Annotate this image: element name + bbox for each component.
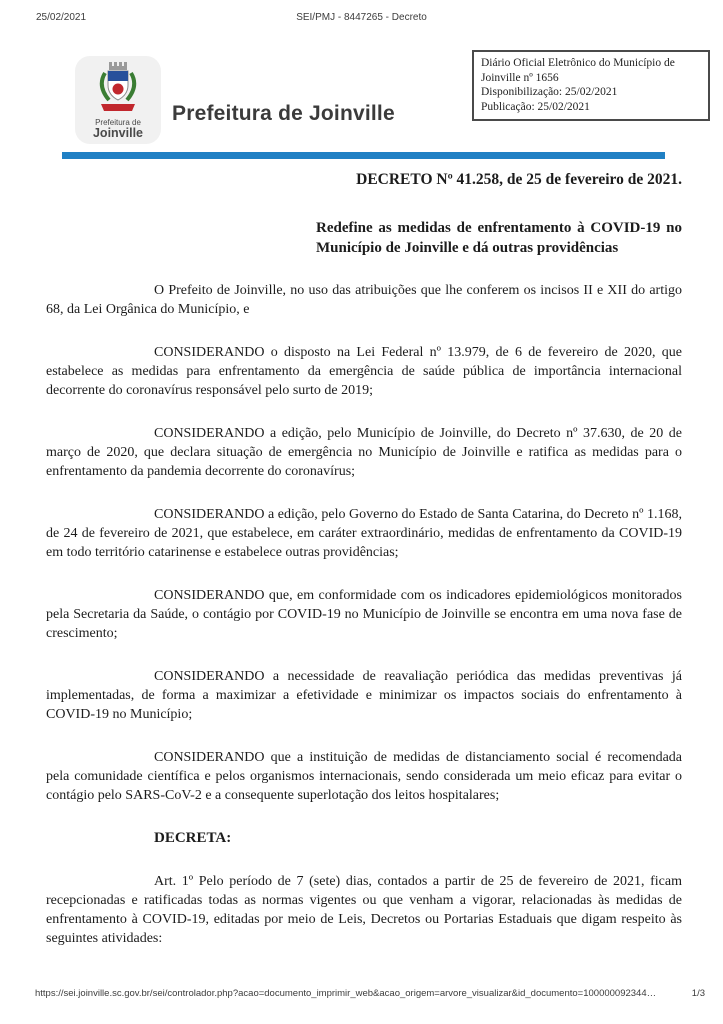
print-date: 25/02/2021	[36, 12, 87, 23]
decreta-heading: DECRETA:	[154, 830, 232, 846]
logo-caption	[93, 119, 143, 140]
decree-paragraph: CONSIDERANDO o disposto na Lei Federal nº 13.979, de 6 de fevereiro de 2020, que estabelece as medidas para enfrentamento da emergência de saúde pública de importância internacional decorrente do coronavírus responsável pelo surto de 2019;	[46, 345, 682, 398]
decree-summary: Redefine as medidas de enfrentamento à COVID-19 no Município de Joinville e dá outras providências	[316, 220, 682, 256]
gazette-publication-date: Publicação: 25/02/2021	[481, 100, 590, 113]
decree-title: DECRETO Nº 41.258, de 25 de fevereiro de 2021.	[356, 171, 682, 188]
gazette-edition: Diário Oficial Eletrônico do Município de Joinville nº 1656	[481, 57, 675, 84]
logo-caption-line1: Prefeitura de	[95, 118, 141, 127]
decree-paragraph: O Prefeito de Joinville, no uso das atribuições que lhe conferem os incisos II e XII do artigo 68, da Lei Orgânica do Município, e	[46, 283, 682, 317]
decree-paragraph: CONSIDERANDO a edição, pelo Governo do Estado de Santa Catarina, do Decreto nº 1.168, de 24 de fevereiro de 2021, que estabelece, em caráter extraordinário, medidas de enfrentamento da COVID-19 em todo território catarinense e estabelece outras providências;	[46, 507, 682, 560]
print-url: https://sei.joinville.sc.gov.br/sei/controlador.php?acao=documento_imprimir_web&acao_origem=arvore_visualizar&id_documento=100000092344…	[35, 988, 657, 999]
decree-paragraph: CONSIDERANDO a edição, pelo Município de Joinville, do Decreto nº 37.630, de 20 de março de 2020, que declara situação de emergência no Município de Joinville e ratifica as medidas para o enfrentamento da pandemia decorrente do coronavírus;	[46, 426, 682, 479]
decree-paragraph: CONSIDERANDO a necessidade de reavaliação periódica das medidas preventivas já implementadas, de forma a maximizar a efetividade e minimizar os impactos sociais do enfrentamento à COVID-19 no Município;	[46, 669, 682, 722]
city-logo	[75, 56, 161, 144]
decree-paragraph: CONSIDERANDO que a instituição de medidas de distanciamento social é recomendada pela comunidade científica e pelos organismos internacionais, sendo considerada um meio eficaz para evitar o contágio pelo SARS-CoV-2 e a consequente superlotação dos leitos hospitalares;	[46, 750, 682, 803]
organization-name: Prefeitura de Joinville	[172, 102, 395, 125]
print-doc-title: SEI/PMJ - 8447265 - Decreto	[296, 12, 427, 23]
gazette-availability-date: Disponibilização: 25/02/2021	[481, 86, 618, 98]
print-footer	[35, 988, 705, 1002]
official-gazette-box	[472, 50, 710, 121]
accent-divider-bar	[62, 152, 665, 159]
decree-paragraph: CONSIDERANDO que, em conformidade com os indicadores epidemiológicos monitorados pela Secretaria da Saúde, o contágio por COVID-19 no Município de Joinville se encontra em uma nova fase de crescimento;	[46, 588, 682, 641]
decree-document	[46, 170, 682, 948]
decree-article-1: Art. 1º Pelo período de 7 (sete) dias, contados a partir de 25 de fevereiro de 2021, ficam recepcionadas e ratificadas todas as normas vigentes ou que venham a vigorar, relacionadas às medidas de enfrentamento à COVID-19, editadas por meio de Leis, Decretos ou Portarias Estaduais que digam respeito às seguintes atividades:	[46, 874, 682, 946]
coat-of-arms-icon	[95, 61, 141, 118]
logo-caption-line2: Joinville	[92, 126, 144, 141]
print-page-number: 1/3	[691, 988, 705, 999]
print-header	[36, 12, 687, 26]
